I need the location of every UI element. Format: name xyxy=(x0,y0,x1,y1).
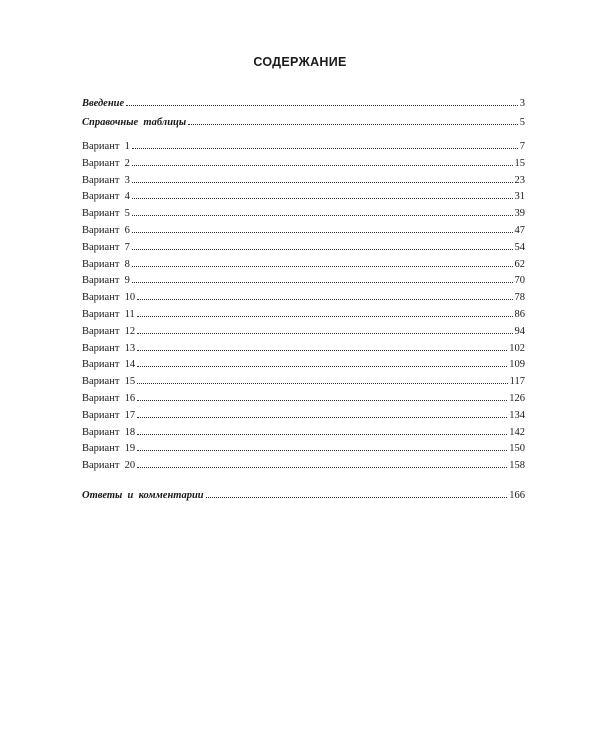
dot-leader xyxy=(126,104,518,106)
toc-entry-variant[interactable] xyxy=(82,306,525,320)
toc-entry-page-number: 70 xyxy=(514,275,525,287)
toc-entry-page-number: 5 xyxy=(519,117,525,128)
toc-entry-label: Вариант 11 xyxy=(82,309,135,320)
toc-entry-variant[interactable] xyxy=(82,373,525,387)
toc-entry-label: Вариант 5 xyxy=(82,208,130,220)
dot-leader xyxy=(137,315,513,317)
toc-entry-variant[interactable] xyxy=(82,356,525,370)
toc-entry-label: Вариант 3 xyxy=(82,174,130,186)
toc-entry-page-number: 39 xyxy=(514,208,525,220)
dot-leader xyxy=(132,281,513,283)
dot-leader xyxy=(206,496,508,498)
dot-leader xyxy=(132,164,513,166)
dot-leader xyxy=(137,349,507,351)
toc-entry-page-number: 150 xyxy=(509,443,525,455)
toc-entry-label: Вариант 13 xyxy=(82,342,136,354)
toc-entry-page-number: 94 xyxy=(514,325,525,337)
toc-entry-variant[interactable] xyxy=(82,272,525,286)
toc-entry-variant[interactable] xyxy=(82,424,525,438)
dot-leader xyxy=(132,181,513,183)
toc-entry-variant[interactable] xyxy=(82,256,525,270)
dot-leader xyxy=(137,399,507,401)
toc-entry-label: Вариант 17 xyxy=(82,409,136,421)
toc-entry-variant[interactable] xyxy=(82,407,525,421)
toc-entry-label: Вариант 10 xyxy=(82,292,136,304)
toc-entry-label: Вариант 18 xyxy=(82,426,136,438)
toc-entry-variant[interactable] xyxy=(82,205,525,219)
toc-entry-variant[interactable] xyxy=(82,440,525,454)
toc-entry-label: Вариант 9 xyxy=(82,275,130,287)
toc-entry-variant[interactable] xyxy=(82,340,525,354)
toc-entry-label: Вариант 12 xyxy=(82,325,136,337)
toc-entry-page-number: 3 xyxy=(519,98,525,109)
toc-entry-label: Вариант 15 xyxy=(82,376,136,388)
toc-entry-page-number: 134 xyxy=(509,409,525,421)
toc-entry-variant[interactable] xyxy=(82,172,525,186)
toc-entry-page-number: 142 xyxy=(509,426,525,438)
toc-entry-variant[interactable] xyxy=(82,457,525,471)
page-title: СОДЕРЖАНИЕ xyxy=(253,55,347,69)
dot-leader xyxy=(132,197,513,199)
toc-entry-label: Вариант 16 xyxy=(82,393,136,404)
toc-entry-label: Справочные таблицы xyxy=(82,117,187,128)
toc-entry-variant[interactable] xyxy=(82,155,525,169)
toc-entry-page-number: 7 xyxy=(519,141,525,152)
toc-entry-label: Ответы и комментарии xyxy=(82,490,204,501)
toc-entry-variant[interactable] xyxy=(82,239,525,253)
toc-entry-page-number: 23 xyxy=(514,174,525,186)
toc-entry-variant[interactable] xyxy=(82,188,525,202)
toc-entry-label: Вариант 19 xyxy=(82,443,136,455)
dot-leader xyxy=(132,248,513,250)
toc-entry-label: Введение xyxy=(82,98,125,109)
toc-entry-page-number: 117 xyxy=(509,376,525,388)
dot-leader xyxy=(137,416,507,418)
toc-entry-label: Вариант 7 xyxy=(82,241,130,253)
toc-entry-label: Вариант 20 xyxy=(82,460,136,472)
toc-entry-page-number: 86 xyxy=(514,309,525,320)
dot-leader xyxy=(137,332,512,334)
dot-leader xyxy=(137,433,507,435)
toc-entry-page-number: 47 xyxy=(514,225,525,236)
toc-entry-section[interactable] xyxy=(82,114,525,128)
dot-leader xyxy=(132,265,513,267)
toc-entry-page-number: 109 xyxy=(509,359,525,371)
dot-leader xyxy=(137,365,507,367)
toc-entry-page-number: 78 xyxy=(514,292,525,304)
toc-entry-label: Вариант 1 xyxy=(82,141,130,152)
toc-entry-page-number: 158 xyxy=(509,460,525,472)
dot-leader xyxy=(137,449,507,451)
dot-leader xyxy=(188,123,518,125)
toc-entry-page-number: 166 xyxy=(509,490,525,501)
toc-entry-page-number: 54 xyxy=(514,241,525,253)
dot-leader xyxy=(137,298,512,300)
dot-leader xyxy=(132,147,518,149)
toc-entry-variant[interactable] xyxy=(82,390,525,404)
toc-entry-label: Вариант 14 xyxy=(82,359,136,371)
toc-entry-label: Вариант 2 xyxy=(82,157,130,169)
toc-entry-answers[interactable] xyxy=(82,487,525,501)
toc-entry-label: Вариант 6 xyxy=(82,225,130,236)
dot-leader xyxy=(137,466,507,468)
dot-leader xyxy=(137,382,507,384)
toc-entry-label: Вариант 4 xyxy=(82,191,130,203)
toc-entry-variant[interactable] xyxy=(82,289,525,303)
toc-entry-page-number: 126 xyxy=(509,393,525,404)
toc-entry-page-number: 62 xyxy=(514,258,525,270)
toc-entry-section[interactable] xyxy=(82,95,525,109)
dot-leader xyxy=(132,214,513,216)
toc-entry-label: Вариант 8 xyxy=(82,258,130,270)
toc-entry-variant[interactable] xyxy=(82,222,525,236)
toc-entry-variant[interactable] xyxy=(82,138,525,152)
toc-entry-page-number: 31 xyxy=(514,191,525,203)
toc-entry-page-number: 15 xyxy=(514,157,525,169)
toc-entry-variant[interactable] xyxy=(82,323,525,337)
dot-leader xyxy=(132,231,513,233)
toc-entry-page-number: 102 xyxy=(509,342,525,354)
